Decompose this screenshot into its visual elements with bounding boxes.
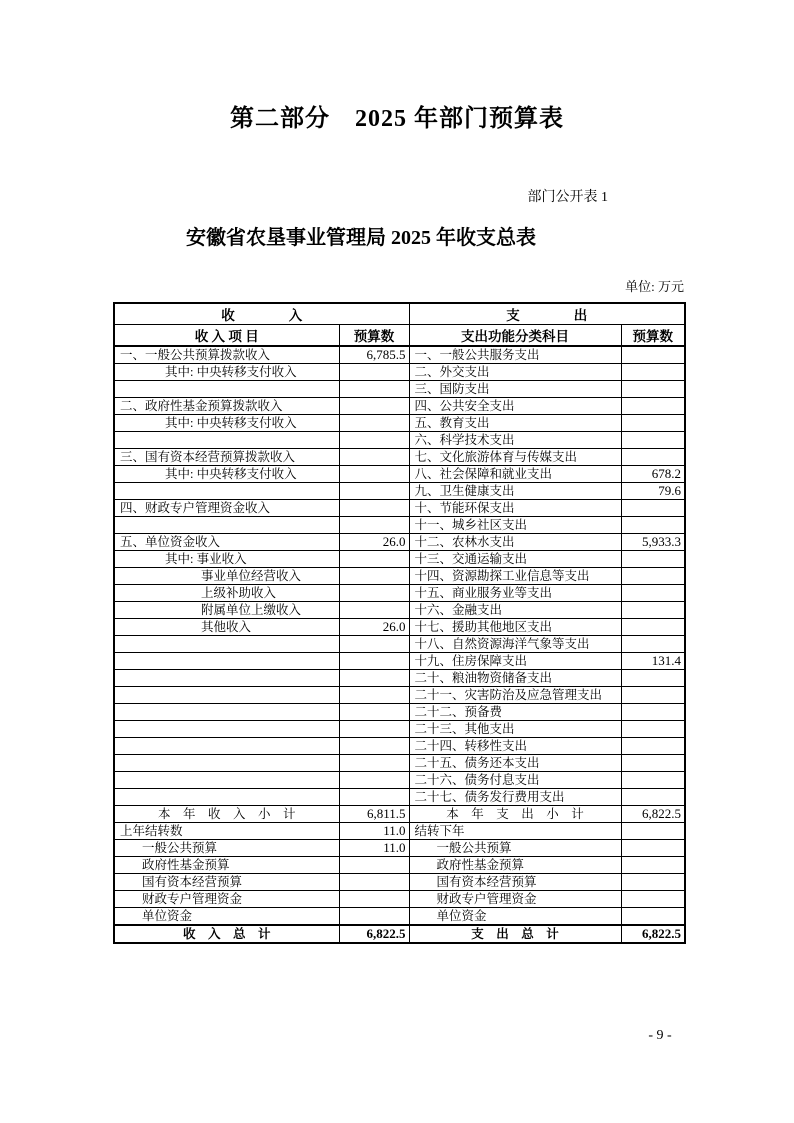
income-item-cell xyxy=(114,636,339,653)
income-budget-cell xyxy=(339,364,409,381)
income-item-cell xyxy=(114,517,339,534)
income-budget-cell xyxy=(339,585,409,602)
table-row xyxy=(114,755,685,772)
table-row xyxy=(114,568,685,585)
group-header-row xyxy=(114,303,685,325)
table-row xyxy=(114,789,685,806)
income-budget-cell: 11.0 xyxy=(339,823,409,840)
income-item-cell xyxy=(114,432,339,449)
expense-item-cell: 八、社会保障和就业支出 xyxy=(409,466,621,483)
income-budget-cell: 6,811.5 xyxy=(339,806,409,823)
expense-item-cell: 十八、自然资源海洋气象等支出 xyxy=(409,636,621,653)
income-item-cell: 政府性基金预算 xyxy=(114,857,339,874)
income-budget-cell xyxy=(339,891,409,908)
expense-budget-cell xyxy=(621,500,685,517)
income-item-cell: 单位资金 xyxy=(114,908,339,926)
income-item-cell: 四、财政专户管理资金收入 xyxy=(114,500,339,517)
income-budget-cell xyxy=(339,755,409,772)
expense-budget-cell: 79.6 xyxy=(621,483,685,500)
income-budget-cell xyxy=(339,874,409,891)
table-row xyxy=(114,721,685,738)
income-item-cell xyxy=(114,670,339,687)
table-row xyxy=(114,636,685,653)
table-row xyxy=(114,874,685,891)
income-item-cell xyxy=(114,721,339,738)
table-row xyxy=(114,398,685,415)
income-budget-cell xyxy=(339,704,409,721)
expense-budget-cell xyxy=(621,670,685,687)
income-item-cell xyxy=(114,772,339,789)
income-budget-cell xyxy=(339,908,409,926)
income-budget-cell xyxy=(339,500,409,517)
expense-budget-cell: 131.4 xyxy=(621,653,685,670)
income-budget-cell xyxy=(339,398,409,415)
income-budget-cell xyxy=(339,483,409,500)
income-item-cell xyxy=(114,687,339,704)
income-item-cell: 二、政府性基金预算拨款收入 xyxy=(114,398,339,415)
expense-item-cell: 二十四、转移性支出 xyxy=(409,738,621,755)
page-title: 第二部分 2025 年部门预算表 xyxy=(230,106,564,132)
table-row xyxy=(114,602,685,619)
expense-item-cell: 一般公共预算 xyxy=(409,840,621,857)
income-budget-cell xyxy=(339,432,409,449)
income-item-cell xyxy=(114,789,339,806)
income-item-cell xyxy=(114,483,339,500)
expense-item-cell: 二、外交支出 xyxy=(409,364,621,381)
income-item-cell: 附属单位上缴收入 xyxy=(114,602,339,619)
table-title: 安徽省农垦事业管理局 2025 年收支总表 xyxy=(186,227,536,249)
income-budget-cell xyxy=(339,381,409,398)
income-budget-column-header: 预算数 xyxy=(339,325,409,347)
income-budget-cell: 11.0 xyxy=(339,840,409,857)
expenditure-group-header: 支 出 xyxy=(409,303,685,325)
expense-item-cell: 政府性基金预算 xyxy=(409,857,621,874)
expense-item-cell: 十七、援助其他地区支出 xyxy=(409,619,621,636)
income-item-cell: 一、一般公共预算拨款收入 xyxy=(114,346,339,364)
income-budget-cell xyxy=(339,551,409,568)
income-item-cell: 其中: 中央转移支付收入 xyxy=(114,466,339,483)
table-row xyxy=(114,483,685,500)
income-item-cell: 三、国有资本经营预算拨款收入 xyxy=(114,449,339,466)
table-row xyxy=(114,738,685,755)
table-row xyxy=(114,585,685,602)
income-budget-cell xyxy=(339,568,409,585)
table-row xyxy=(114,908,685,926)
income-group-header: 收 入 xyxy=(114,303,409,325)
income-items-column-header: 收 入 项 目 xyxy=(114,325,339,347)
table-row xyxy=(114,432,685,449)
table-row xyxy=(114,670,685,687)
expense-item-cell: 三、国防支出 xyxy=(409,381,621,398)
table-row xyxy=(114,823,685,840)
income-budget-cell xyxy=(339,738,409,755)
income-item-cell xyxy=(114,738,339,755)
table-row xyxy=(114,772,685,789)
expense-item-cell: 七、文化旅游体育与传媒支出 xyxy=(409,449,621,466)
budget-table xyxy=(113,302,686,944)
income-item-cell: 本 年 收 入 小 计 xyxy=(114,806,339,823)
expense-budget-cell: 5,933.3 xyxy=(621,534,685,551)
table-row xyxy=(114,857,685,874)
expense-item-cell: 十、节能环保支出 xyxy=(409,500,621,517)
expense-budget-cell xyxy=(621,346,685,364)
expense-items-column-header: 支出功能分类科目 xyxy=(409,325,621,347)
expense-item-cell: 二十、粮油物资储备支出 xyxy=(409,670,621,687)
expense-budget-cell xyxy=(621,551,685,568)
income-budget-cell xyxy=(339,517,409,534)
expense-item-cell: 十三、交通运输支出 xyxy=(409,551,621,568)
expense-budget-cell: 6,822.5 xyxy=(621,806,685,823)
income-item-cell: 财政专户管理资金 xyxy=(114,891,339,908)
expense-item-cell: 本 年 支 出 小 计 xyxy=(409,806,621,823)
table-row xyxy=(114,687,685,704)
table-row xyxy=(114,806,685,823)
expense-item-cell: 四、公共安全支出 xyxy=(409,398,621,415)
table-row xyxy=(114,925,685,943)
expense-budget-cell xyxy=(621,687,685,704)
table-row xyxy=(114,381,685,398)
budget-table-body xyxy=(114,346,685,943)
income-budget-cell xyxy=(339,602,409,619)
expense-budget-cell xyxy=(621,636,685,653)
income-item-cell: 其中: 事业收入 xyxy=(114,551,339,568)
table-label: 部门公开表 1 xyxy=(527,190,608,205)
income-budget-cell xyxy=(339,449,409,466)
expense-budget-cell xyxy=(621,398,685,415)
income-item-cell: 其中: 中央转移支付收入 xyxy=(114,415,339,432)
income-item-cell xyxy=(114,755,339,772)
table-row xyxy=(114,415,685,432)
unit-note: 单位: 万元 xyxy=(625,279,684,294)
income-item-cell xyxy=(114,704,339,721)
expense-item-cell: 二十一、灾害防治及应急管理支出 xyxy=(409,687,621,704)
income-budget-cell: 6,822.5 xyxy=(339,925,409,943)
income-budget-cell: 26.0 xyxy=(339,534,409,551)
expense-item-cell: 五、教育支出 xyxy=(409,415,621,432)
expense-item-cell: 财政专户管理资金 xyxy=(409,891,621,908)
table-row xyxy=(114,653,685,670)
expense-item-cell: 国有资本经营预算 xyxy=(409,874,621,891)
income-budget-cell xyxy=(339,415,409,432)
income-budget-cell xyxy=(339,721,409,738)
expense-budget-cell xyxy=(621,738,685,755)
table-row xyxy=(114,364,685,381)
expense-item-cell: 十四、资源勘探工业信息等支出 xyxy=(409,568,621,585)
income-budget-cell xyxy=(339,466,409,483)
table-row xyxy=(114,449,685,466)
budget-table-header xyxy=(114,303,685,346)
income-budget-cell xyxy=(339,789,409,806)
table-row xyxy=(114,891,685,908)
table-row xyxy=(114,704,685,721)
expense-budget-cell xyxy=(621,823,685,840)
expense-budget-cell xyxy=(621,721,685,738)
table-row xyxy=(114,534,685,551)
expense-budget-cell xyxy=(621,789,685,806)
income-item-cell: 五、单位资金收入 xyxy=(114,534,339,551)
table-row xyxy=(114,840,685,857)
expense-budget-cell xyxy=(621,840,685,857)
expense-budget-cell xyxy=(621,517,685,534)
table-row xyxy=(114,619,685,636)
expense-budget-cell xyxy=(621,619,685,636)
expense-budget-column-header: 预算数 xyxy=(621,325,685,347)
expense-budget-cell xyxy=(621,449,685,466)
income-item-cell: 其中: 中央转移支付收入 xyxy=(114,364,339,381)
table-row xyxy=(114,346,685,364)
expense-budget-cell: 6,822.5 xyxy=(621,925,685,943)
income-budget-cell xyxy=(339,857,409,874)
expense-item-cell: 结转下年 xyxy=(409,823,621,840)
column-header-row xyxy=(114,325,685,347)
expense-item-cell: 六、科学技术支出 xyxy=(409,432,621,449)
income-budget-cell xyxy=(339,772,409,789)
income-item-cell: 上年结转数 xyxy=(114,823,339,840)
table-row xyxy=(114,551,685,568)
income-item-cell: 收 入 总 计 xyxy=(114,925,339,943)
expense-item-cell: 二十三、其他支出 xyxy=(409,721,621,738)
expense-item-cell: 十六、金融支出 xyxy=(409,602,621,619)
expense-budget-cell: 678.2 xyxy=(621,466,685,483)
expense-item-cell: 一、一般公共服务支出 xyxy=(409,346,621,364)
expense-budget-cell xyxy=(621,704,685,721)
expense-budget-cell xyxy=(621,874,685,891)
expense-budget-cell xyxy=(621,585,685,602)
income-budget-cell xyxy=(339,670,409,687)
income-item-cell xyxy=(114,381,339,398)
expense-item-cell: 二十七、债务发行费用支出 xyxy=(409,789,621,806)
table-row xyxy=(114,517,685,534)
expense-budget-cell xyxy=(621,908,685,926)
table-row xyxy=(114,500,685,517)
table-row xyxy=(114,466,685,483)
income-budget-cell: 6,785.5 xyxy=(339,346,409,364)
income-item-cell: 国有资本经营预算 xyxy=(114,874,339,891)
income-item-cell: 其他收入 xyxy=(114,619,339,636)
expense-item-cell: 支 出 总 计 xyxy=(409,925,621,943)
expense-budget-cell xyxy=(621,772,685,789)
income-item-cell xyxy=(114,653,339,670)
income-budget-cell: 26.0 xyxy=(339,619,409,636)
expense-budget-cell xyxy=(621,857,685,874)
expense-budget-cell xyxy=(621,891,685,908)
expense-item-cell: 单位资金 xyxy=(409,908,621,926)
expense-budget-cell xyxy=(621,568,685,585)
income-item-cell: 事业单位经营收入 xyxy=(114,568,339,585)
expense-budget-cell xyxy=(621,364,685,381)
income-item-cell: 上级补助收入 xyxy=(114,585,339,602)
income-budget-cell xyxy=(339,636,409,653)
expense-item-cell: 十五、商业服务业等支出 xyxy=(409,585,621,602)
expense-item-cell: 十九、住房保障支出 xyxy=(409,653,621,670)
expense-budget-cell xyxy=(621,432,685,449)
expense-item-cell: 十二、农林水支出 xyxy=(409,534,621,551)
income-budget-cell xyxy=(339,687,409,704)
expense-budget-cell xyxy=(621,602,685,619)
page-number: - 9 - xyxy=(648,1028,672,1043)
income-item-cell: 一般公共预算 xyxy=(114,840,339,857)
expense-budget-cell xyxy=(621,381,685,398)
expense-item-cell: 二十六、债务付息支出 xyxy=(409,772,621,789)
income-budget-cell xyxy=(339,653,409,670)
expense-item-cell: 二十二、预备费 xyxy=(409,704,621,721)
expense-item-cell: 九、卫生健康支出 xyxy=(409,483,621,500)
expense-item-cell: 二十五、债务还本支出 xyxy=(409,755,621,772)
expense-budget-cell xyxy=(621,415,685,432)
expense-budget-cell xyxy=(621,755,685,772)
expense-item-cell: 十一、城乡社区支出 xyxy=(409,517,621,534)
